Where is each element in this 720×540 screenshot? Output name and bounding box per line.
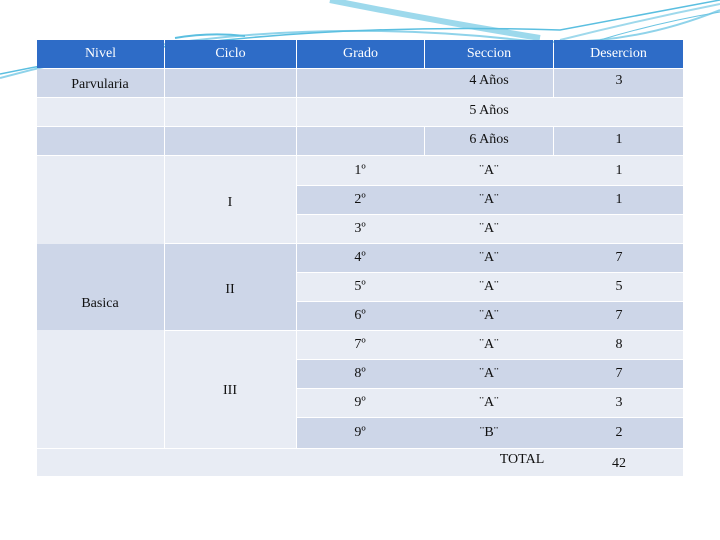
parvularia-desercion-1: 3 xyxy=(615,73,623,88)
header-nivel: Nivel xyxy=(37,40,164,68)
basica-desercion-cell: 7 xyxy=(615,250,623,265)
cycle-III: III xyxy=(223,383,237,398)
basica-seccion-cell: ¨A¨ xyxy=(479,192,499,207)
total-label: TOTAL xyxy=(499,452,545,467)
basica-desercion-cell: 3 xyxy=(615,395,623,410)
basica-nivel-band xyxy=(37,244,164,330)
basica-grado-cell: 4º xyxy=(354,250,366,265)
total-value: 42 xyxy=(612,456,626,471)
parvularia-seccion-gap xyxy=(553,69,554,97)
header-desercion: Desercion xyxy=(554,40,683,68)
parvularia-desercion-3: 1 xyxy=(615,132,623,147)
parvularia-seccion-1: 4 Años xyxy=(469,73,509,88)
level-basica: Basica xyxy=(81,296,119,311)
parvularia-seccion-gap-2 xyxy=(553,127,554,155)
parvularia-row-2-bg xyxy=(37,98,683,126)
total-row-bg xyxy=(37,449,683,476)
parvularia-seccion-2: 5 Años xyxy=(469,103,509,118)
basica-seccion-cell: ¨A¨ xyxy=(479,279,499,294)
basica-grado-cell: 9º xyxy=(354,395,366,410)
basica-seccion-cell: ¨A¨ xyxy=(479,366,499,381)
basica-seccion-cell: ¨B¨ xyxy=(479,425,499,440)
parvularia-grado-gap xyxy=(424,127,425,155)
basica-seccion-cell: ¨A¨ xyxy=(479,308,499,323)
basica-seccion-cell: ¨A¨ xyxy=(479,395,499,410)
parvularia-ciclo-gap xyxy=(296,69,297,155)
basica-desercion-cell: 8 xyxy=(615,337,623,352)
basica-desercion-cell: 1 xyxy=(615,192,623,207)
basica-grado-cell: 1º xyxy=(354,163,366,178)
basica-desercion-cell: 2 xyxy=(615,425,623,440)
header-seccion: Seccion xyxy=(425,40,553,68)
parvularia-row-1-bg xyxy=(37,69,683,97)
parvularia-seccion-3: 6 Años xyxy=(469,132,509,147)
basica-desercion-cell: 1 xyxy=(615,163,623,178)
parvularia-nivel-gap xyxy=(164,69,165,155)
cycle-I: I xyxy=(227,195,233,210)
basica-seccion-cell: ¨A¨ xyxy=(479,221,499,236)
basica-desercion-cell: 5 xyxy=(615,279,623,294)
basica-desercion-cell: 7 xyxy=(615,308,623,323)
level-parvularia: Parvularia xyxy=(71,77,129,92)
header-ciclo: Ciclo xyxy=(165,40,296,68)
basica-seccion-cell: ¨A¨ xyxy=(479,250,499,265)
basica-grado-cell: 6º xyxy=(354,308,366,323)
basica-grado-cell: 9º xyxy=(354,425,366,440)
basica-grado-cell: 2º xyxy=(354,192,366,207)
header-grado: Grado xyxy=(297,40,424,68)
basica-grado-cell: 5º xyxy=(354,279,366,294)
basica-desercion-cell: 7 xyxy=(615,366,623,381)
basica-seccion-cell: ¨A¨ xyxy=(479,337,499,352)
basica-grado-cell: 8º xyxy=(354,366,366,381)
cycle-II: II xyxy=(225,282,235,297)
basica-seccion-cell: ¨A¨ xyxy=(479,163,499,178)
basica-grado-cell: 3º xyxy=(354,221,366,236)
basica-grado-cell: 7º xyxy=(354,337,366,352)
parvularia-row-3-bg xyxy=(37,127,683,155)
